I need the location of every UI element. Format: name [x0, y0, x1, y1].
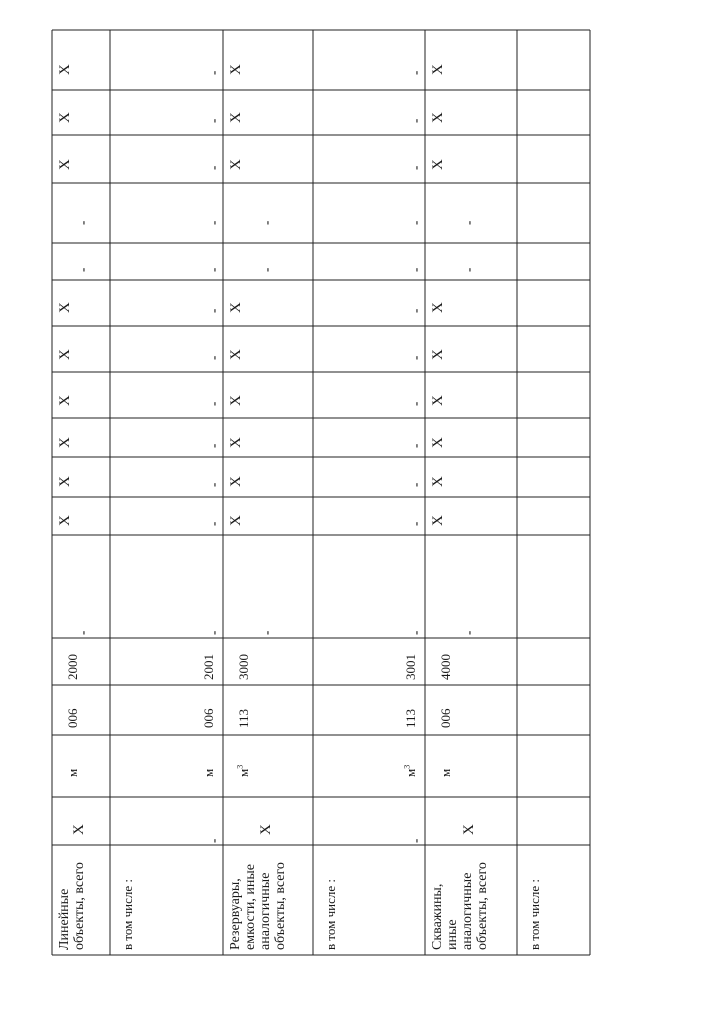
- value-cell: -: [75, 630, 90, 635]
- value-cell: -: [408, 355, 423, 360]
- value-cell: X: [430, 515, 446, 526]
- row-header: Линейные объекты, всего: [57, 862, 87, 950]
- col-x-cell: -: [408, 838, 423, 843]
- value-cell: X: [57, 476, 73, 487]
- value-cell: -: [206, 308, 221, 313]
- value-cell: X: [430, 349, 446, 360]
- value-cell: -: [206, 165, 221, 170]
- unit-superscript: 3: [402, 764, 412, 769]
- value-cell: -: [408, 267, 423, 272]
- value-cell: -: [259, 630, 274, 635]
- value-cell: X: [430, 476, 446, 487]
- value-cell: -: [408, 482, 423, 487]
- value-cell: X: [228, 515, 244, 526]
- line-code-cell: [568, 636, 586, 680]
- row-subheader: в том числе :: [527, 878, 542, 950]
- value-cell: [523, 252, 541, 272]
- value-cell: -: [206, 401, 221, 406]
- line-code-cell: 2001: [201, 654, 216, 680]
- value-cell: X: [430, 437, 446, 448]
- line-code-cell: 4000: [438, 654, 453, 680]
- value-cell: -: [75, 220, 90, 225]
- value-cell: X: [57, 64, 73, 75]
- value-cell: -: [206, 118, 221, 123]
- value-cell: -: [408, 220, 423, 225]
- value-cell: [523, 55, 541, 75]
- col-x-cell: -: [206, 838, 221, 843]
- col-x-cell: X: [258, 824, 274, 835]
- value-cell: X: [228, 159, 244, 170]
- okei-code-cell: [568, 688, 586, 728]
- value-cell: -: [206, 220, 221, 225]
- value-cell: X: [430, 64, 446, 75]
- value-cell: -: [408, 521, 423, 526]
- value-cell: -: [408, 443, 423, 448]
- value-cell: -: [408, 165, 423, 170]
- value-cell: -: [206, 267, 221, 272]
- value-cell: X: [228, 64, 244, 75]
- value-cell: X: [228, 112, 244, 123]
- value-cell: X: [57, 302, 73, 313]
- value-cell: -: [206, 70, 221, 75]
- value-cell: X: [57, 515, 73, 526]
- value-cell: X: [228, 437, 244, 448]
- value-cell: X: [228, 395, 244, 406]
- value-cell: [523, 103, 541, 123]
- value-cell: X: [57, 349, 73, 360]
- value-cell: -: [206, 482, 221, 487]
- okei-code-cell: 006: [65, 708, 80, 728]
- value-cell: -: [206, 521, 221, 526]
- value-cell: -: [408, 401, 423, 406]
- row-subheader: в том числе :: [323, 878, 338, 950]
- line-code-cell: 2000: [65, 654, 80, 680]
- col-x-cell: X: [461, 824, 477, 835]
- unit-cell: м: [438, 768, 453, 777]
- value-cell: X: [430, 159, 446, 170]
- unit-cell: м: [65, 768, 80, 777]
- row-header: Скважины, иные аналогичные объекты, всего: [430, 862, 490, 950]
- value-cell: X: [228, 476, 244, 487]
- unit-cell: [568, 747, 586, 777]
- value-cell: [523, 467, 541, 487]
- value-cell: -: [461, 267, 476, 272]
- value-cell: X: [57, 159, 73, 170]
- value-cell: X: [430, 302, 446, 313]
- okei-code-cell: 113: [236, 708, 251, 728]
- value-cell: X: [57, 395, 73, 406]
- unit-cell: $м^3$: [402, 764, 418, 777]
- value-cell: -: [461, 630, 476, 635]
- value-cell: X: [430, 112, 446, 123]
- col-x-cell: [573, 813, 591, 843]
- value-cell: -: [75, 267, 90, 272]
- row-header: Резервуары, емкости, иные аналогичные объекты, всего: [228, 862, 288, 950]
- okei-code-cell: 006: [201, 708, 216, 728]
- value-cell: [523, 428, 541, 448]
- value-cell: -: [206, 443, 221, 448]
- unit-cell: $м^3$: [235, 764, 251, 777]
- value-cell: -: [408, 308, 423, 313]
- value-cell: [523, 615, 541, 635]
- line-code-cell: 3001: [403, 654, 418, 680]
- col-x-cell: X: [71, 824, 87, 835]
- okei-code-cell: 006: [438, 708, 453, 728]
- value-cell: [523, 340, 541, 360]
- unit-cell: м: [201, 768, 216, 777]
- value-cell: X: [430, 395, 446, 406]
- row-subheader: в том числе :: [120, 878, 135, 950]
- value-cell: -: [259, 267, 274, 272]
- value-cell: -: [408, 70, 423, 75]
- line-code-cell: 3000: [236, 654, 251, 680]
- value-cell: X: [57, 437, 73, 448]
- value-cell: X: [57, 112, 73, 123]
- value-cell: [523, 506, 541, 526]
- value-cell: [523, 386, 541, 406]
- value-cell: [523, 205, 541, 225]
- okei-code-cell: 113: [403, 708, 418, 728]
- value-cell: -: [461, 220, 476, 225]
- value-cell: X: [228, 349, 244, 360]
- value-cell: [523, 293, 541, 313]
- value-cell: -: [408, 630, 423, 635]
- value-cell: -: [259, 220, 274, 225]
- value-cell: [523, 150, 541, 170]
- value-cell: -: [408, 118, 423, 123]
- unit-superscript: 3: [235, 764, 245, 769]
- value-cell: X: [228, 302, 244, 313]
- value-cell: -: [206, 630, 221, 635]
- value-cell: -: [206, 355, 221, 360]
